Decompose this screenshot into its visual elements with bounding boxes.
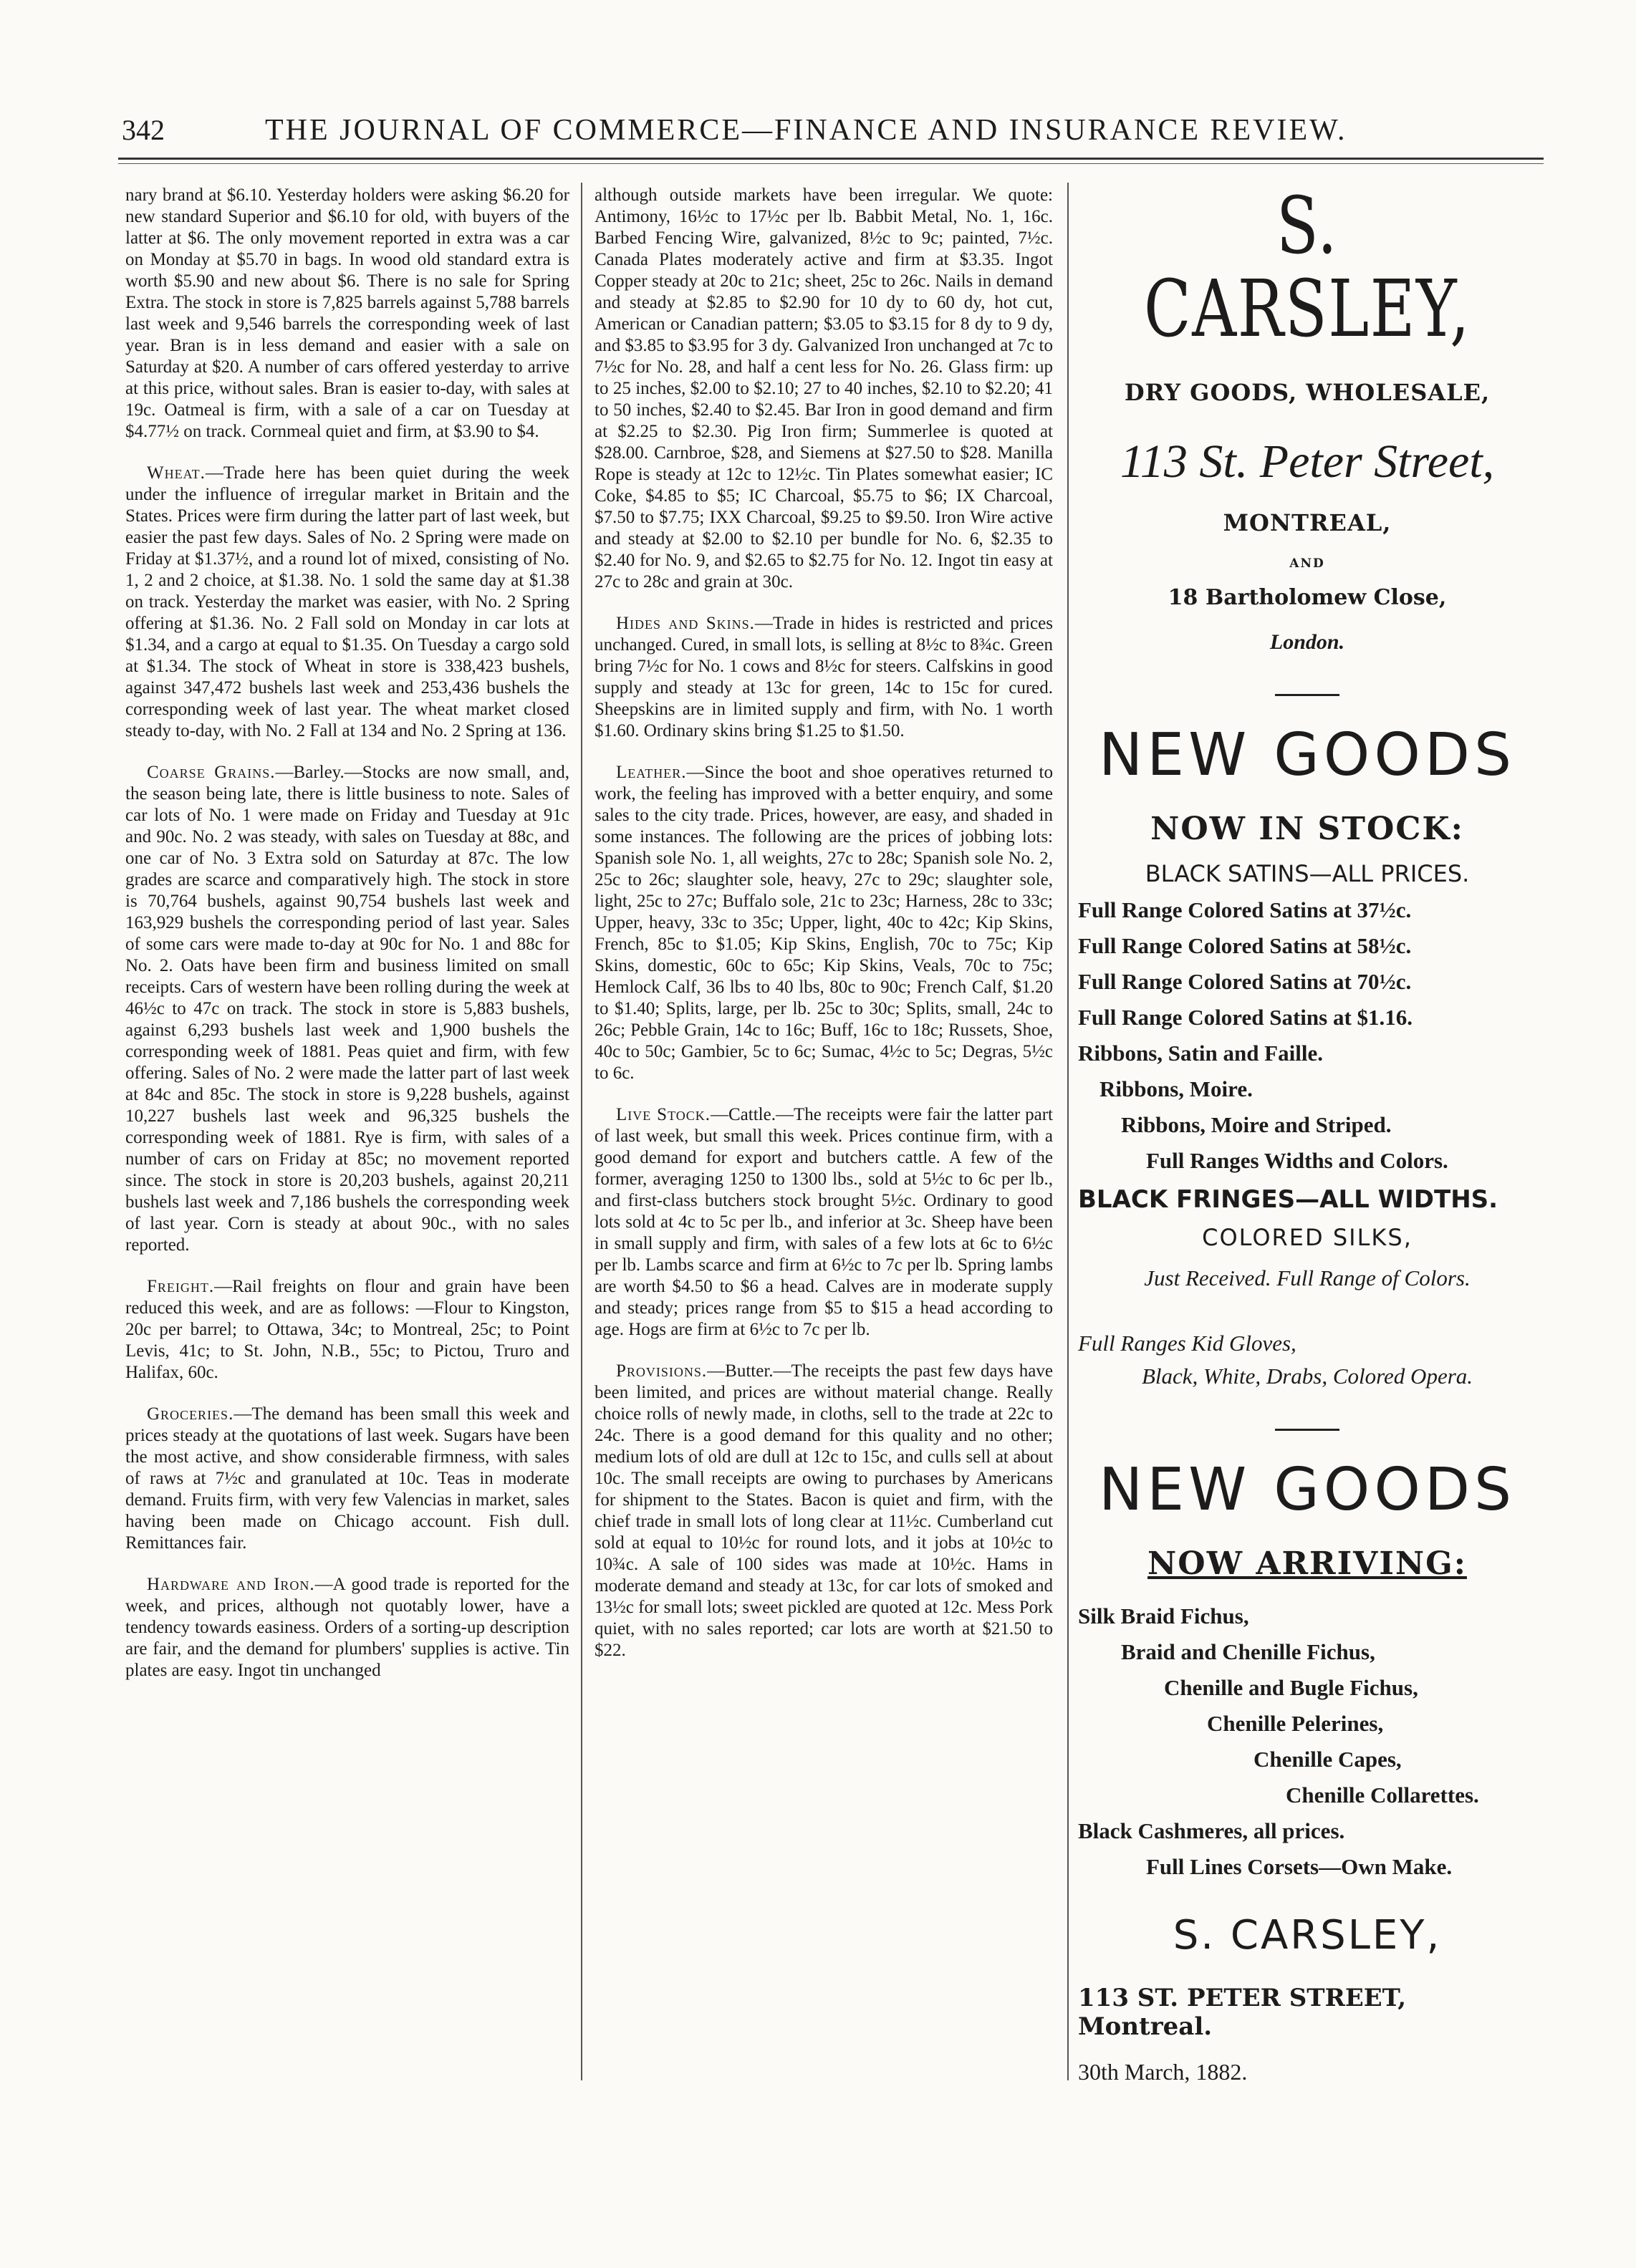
grains-paragraph <box>125 762 569 1256</box>
freight-heading: Freight. <box>147 1277 215 1296</box>
gloves-colors-line: Black, White, Drabs, Colored Opera. <box>1141 1364 1473 1389</box>
groceries-paragraph <box>125 1404 569 1554</box>
footer-advertiser-name: S. CARSLEY, <box>1173 1912 1442 1959</box>
hardware-text: —A good trade is reported for the week, and prices, although not quotably lower, have a tendency towards easiness. Orders of a sorting-up description are fair, and the demand for plumbers' supplies is active. Tin plates are easy. Ingot tin unchanged <box>125 1575 569 1680</box>
arriving-item: Chenille and Bugle Fichus, <box>1164 1675 1418 1700</box>
provisions-heading: Provisions. <box>616 1361 708 1381</box>
page-number: 342 <box>122 114 165 146</box>
black-satins-line: BLACK SATINS—ALL PRICES. <box>1145 860 1470 887</box>
flour-paragraph: nary brand at $6.10. Yesterday holders were asking $6.20 for new standard Superior and $6.10 for old, with buyers of the latter at $6. The only movement reported in extra was a car on Monday at $5.70 in bags. In wood old standard extra is worth $5.90 and new about $6. There is no sale for Spring Extra. The stock in store is 7,825 barrels against 5,788 barrels last week and 9,546 barrels the corresponding week of last year. Bran is in less demand and easier with a sale on Saturday at $20. A number of cars offered yesterday to arrive at this price, without sales. Bran is easier to-day, with sales at 19c. Oatmeal is firm, with a sale of a car on Tuesday at $4.77½ on track. Cornmeal quiet and firm, at $3.90 to $4. <box>125 185 569 441</box>
new-goods-heading: NEW GOODS <box>1098 1456 1516 1524</box>
metals-paragraph: although outside markets have been irregular. We quote: Antimony, 16½c to 17½c per lb. Babbit Metal, No. 1, 16c. Barbed Fencing Wire, galvanized, 8½c to 9c; painted, 7½c. Canada Plates moderately active and firm at $3.35. Ingot Copper steady at 20c to 21c; sheet, 25c to 26c. Nails in demand and steady at $2.85 to $2.90 for 10 dy to 60 dy, hot cut, American or Canadian pattern; $3.05 to $3.15 for 8 dy to 9 dy, and $3.85 to $3.95 for 3 dy. Galvanized Iron unchanged at 7c to 7½c for No. 28, and half a cent less for No. 26. Glass firm: up to 25 inches, $2.00 to $2.10; 27 to 40 inches, $2.10 to $2.20; 41 to 50 inches, $2.40 to $2.45. Bar Iron in good demand and firm at $2.25 to $2.30. Pig Iron firm; Summerlee is quoted at $28.00. Carnbroe, $28, and Siemens at $27.50 to $28. Manilla Rope is steady at 12c to 12½c. Tin Plates somewhat easier; IC Coke, $4.85 to $5; IC Charcoal, $5.75 to $6; IX Charcoal, $7.50 to $7.75; IXX Charcoal, $9.25 to $9.50. Iron Wire active and steady at $2.00 to $2.10 per bundle for No. 6, $2.35 to $2.40 for No. 9, and $2.65 to $2.75 for No. 12. Ingot tin easy at 27c to 28c and grain at 30c. <box>595 185 1053 592</box>
provisions-paragraph <box>595 1361 1053 1661</box>
hides-heading: Hides and Skins. <box>616 614 755 633</box>
provisions-text: —Butter.—The receipts the past few days have been limited, and prices are without material change. Really choice rolls of newly made, in cloths, sell to the trade at 22c to 24c. There is a good demand for this quality and no other; medium lots of old are dull at 12c to 15c, and culls sell at about 10c. The small receipts are owing to purchases by Americans for shipment to the States. Bacon is quiet and firm, with the chief trade in small lots of long clear at 11½c. Cumberland cut sold at equal to 10½c for round lots, and it jobs at 10½c to 10¾c. A sale of 100 sides was made at 10½c. Hams in moderate demand and steady at 13c, for car lots of smoked and 13½c for small lots; sweet pickled are quoted at 12c. Mess Pork quiet, with no sales reported; car lots are worth at $21.50 to $22. <box>595 1361 1053 1660</box>
leather-heading: Leather. <box>616 763 687 782</box>
journal-title: THE JOURNAL OF COMMERCE—FINANCE AND INSURANCE REVIEW. <box>265 114 1347 147</box>
satin-line: Full Range Colored Satins at 70½c. <box>1078 969 1412 994</box>
gloves-line: Full Ranges Kid Gloves, <box>1078 1331 1296 1356</box>
london-city: London. <box>1269 630 1345 654</box>
ad-date: 30th March, 1882. <box>1078 2059 1248 2085</box>
arriving-item: Chenille Pelerines, <box>1207 1711 1384 1736</box>
arriving-heading: NOW ARRIVING: <box>1147 1545 1467 1582</box>
arriving-item: Black Cashmeres, all prices. <box>1078 1818 1345 1843</box>
arriving-item: Chenille Capes, <box>1254 1747 1402 1772</box>
fringes-line: BLACK FRINGES—ALL WIDTHS. <box>1078 1185 1498 1214</box>
livestock-heading: Live Stock. <box>616 1105 711 1124</box>
wheat-text: —Trade here has been quiet during the week under the influence of irregular market in Britain and the States. Prices were firm during the latter part of last week, but easier the past few days. Sales of No. 2 Spring were made on Friday at $1.37½, and a round lot of mixed, consisting of No. 1, 2 and 2 choice, at $1.38. No. 1 sold the same day at $1.38 on track. Yesterday the market was easier, with No. 2 Spring offering at $1.36. No. 2 Fall sold on Monday in car lots at $1.34, and a cargo at equal to $1.35. On Tuesday a cargo sold at $1.34. The stock of Wheat in store is 338,423 bushels, against 347,472 bushels last week and 253,436 bushels the corresponding week of last year. The wheat market closed steady to-day, with No. 2 Fall at 134 and No. 2 Spring at 136. <box>125 463 569 740</box>
grains-heading: Coarse Grains. <box>147 763 276 782</box>
hides-paragraph <box>595 613 1053 742</box>
hardware-paragraph <box>125 1574 569 1681</box>
satin-line: Full Range Colored Satins at $1.16. <box>1078 1005 1413 1030</box>
business-type: DRY GOODS, WHOLESALE, <box>1124 379 1491 406</box>
column-divider <box>1067 183 1069 2080</box>
london-address: 18 Bartholomew Close, <box>1168 585 1447 610</box>
arriving-item: Chenille Collarettes. <box>1286 1782 1479 1808</box>
ranges-line: Full Ranges Widths and Colors. <box>1146 1148 1448 1173</box>
page-header <box>122 113 1526 156</box>
arriving-item: Braid and Chenille Fichus, <box>1121 1639 1375 1664</box>
section-rule <box>1275 694 1339 696</box>
wheat-heading: Wheat. <box>147 463 206 483</box>
section-rule <box>1275 1429 1339 1431</box>
arriving-item: Silk Braid Fichus, <box>1078 1603 1249 1628</box>
footer-address: 113 ST. PETER STREET, Montreal. <box>1078 1984 1407 2041</box>
article-column-1 <box>125 185 569 2075</box>
groceries-text: —The demand has been small this week and prices steady at the quotations of last week. Sugars have been the most active, and show considerable firmness, with sales of raws at 7½c and granulated at 10c. Teas in moderate demand. Fruits firm, with very few Valencias in market, sales having been made on Chicago account. Fish dull. Remittances fair. <box>125 1404 569 1553</box>
column-divider <box>581 183 582 2080</box>
street-address: 113 St. Peter Street, <box>1120 435 1495 488</box>
carsley-advertisement <box>1078 180 1536 2090</box>
and-separator: AND <box>1289 556 1325 571</box>
silks-line: COLORED SILKS, <box>1202 1224 1413 1251</box>
freight-paragraph <box>125 1276 569 1384</box>
header-rule-thin <box>118 163 1544 164</box>
advertiser-name: S. CARSLEY, <box>1144 180 1471 354</box>
arriving-item: Full Lines Corsets—Own Make. <box>1146 1854 1453 1879</box>
hides-text: —Trade in hides is restricted and prices unchanged. Cured, in small lots, is selling at 8½c to 8¾c. Green bring 7½c for No. 1 cows and 8½c for steers. Calfskins in good supply and steady at 13c for green, 14c to 15c for cured. Sheepskins are in limited supply and firm, with No. 1 worth $1.60. Ordinary skins bring $1.25 to $1.50. <box>595 614 1053 740</box>
freight-text: —Rail freights on flour and grain have been reduced this week, and are as follows: —Flour to Kingston, 20c per barrel; to Ottawa, 34c; to Montreal, 25c; to Point Levis, 41c; to St. John, N.B., 55c; to Pictou, Truro and Halifax, 60c. <box>125 1277 569 1382</box>
ribbons-line: Ribbons, Moire and Striped. <box>1121 1112 1392 1137</box>
ribbons-line: Ribbons, Moire. <box>1100 1076 1253 1101</box>
city: MONTREAL, <box>1223 509 1392 536</box>
leather-text: —Since the boot and shoe operatives returned to work, the feeling has improved with a better enquiry, and some sales to the city trade. Prices, however, are easy, and shaded in some instances. The following are the prices of jobbing lots: Spanish sole No. 1, all weights, 27c to 28c; Spanish sole No. 2, 25c to 26c; slaughter sole, heavy, 27c to 29c; slaughter sole, light, 25c to 27c; Buffalo sole, 21c to 23c; Harness, 28c to 33c; Upper, heavy, 33c to 35c; Upper, light, 40c to 42c; Kip Skins, French, 85c to $1.05; Kip Skins, English, 70c to 75c; Kip Skins, domestic, 60c to 65c; Kip Skins, Veals, 70c to 75c; Hemlock Calf, 36 lbs to 40 lbs, 80c to 90c; French Calf, $1.20 to $1.40; Splits, large, per lb. 25c to 30c; Splits, small, 24c to 26c; Pebble Grain, 14c to 16c; Buff, 16c to 18c; Russets, Shoe, 40c to 50c; Gambier, 5c to 6c; Sumac, 4½c to 5c; Degras, 5½c to 6c. <box>595 763 1053 1083</box>
ribbons-line: Ribbons, Satin and Faille. <box>1078 1041 1323 1066</box>
leather-paragraph <box>595 762 1053 1084</box>
livestock-paragraph <box>595 1104 1053 1341</box>
hardware-heading: Hardware and Iron. <box>147 1575 315 1594</box>
groceries-heading: Groceries. <box>147 1404 234 1424</box>
grains-text: —Barley.—Stocks are now small, and, the season being late, there is little business to note. Sales of car lots of No. 1 were made on Friday and Tuesday at 91c and 90c. No. 2 was steady, with sales on Tuesday at 88c, and one car of No. 3 Extra sold on Saturday at 87c. The low grades are scarce and comparatively high. The stock in store is 70,764 bushels, against 90,754 bushels last week and 163,929 bushels the corresponding period of last year. Sales of some cars were made to-day at 90c for No. 1 and 88c for No. 2. Oats have been firm and business limited on small receipts. Cars of western have been rolling during the week at 46½c to 47c on track. The stock in store is 5,883 bushels, against 6,293 bushels last week and 1,900 bushels the corresponding week of 1881. Peas quiet and firm, with few offering. Sales of No. 2 were made the latter part of last week at 84c and 85c. The stock in store is 9,228 bushels, against 10,227 bushels last week and 96,325 bushels the corresponding week of 1881. Rye is firm, with sales of a number of cars on Friday at 85c; no movement reported since. The stock in store is 20,203 bushels, against 20,211 bushels last week and 7,186 bushels the corresponding week of last year. Corn is steady at about 90c., with no sales reported. <box>125 763 569 1255</box>
in-stock-heading: NOW IN STOCK: <box>1150 811 1464 847</box>
livestock-text: —Cattle.—The receipts were fair the latter part of last week, but small this week. Prices continue firm, with a good demand for export and butchers cattle. A few of the former, averaging 1250 to 1300 lbs., sold at 5½c to 6c per lb., and first-class butchers stock brought 5½c. Ordinary to good lots sold at 4c to 5c per lb., and inferior at 3c. Sheep have been in small supply and firm, with sales of a few lots at 6c to 6½c per lb. Lambs scarce and firm at 6½c to 7c per lb. Spring lambs are worth $4.50 to $6 a head. Calves are in moderate supply and steady; prices range from $5 to $15 a head according to age. Hogs are firm at 6½c to 7c per lb. <box>595 1105 1053 1339</box>
wheat-paragraph <box>125 463 569 742</box>
satin-line: Full Range Colored Satins at 58½c. <box>1078 933 1412 958</box>
header-rule <box>118 158 1544 160</box>
new-goods-heading: NEW GOODS <box>1098 721 1516 789</box>
article-column-2 <box>595 185 1053 2075</box>
just-received-line: Just Received. Full Range of Colors. <box>1144 1265 1471 1290</box>
satin-line: Full Range Colored Satins at 37½c. <box>1078 897 1412 922</box>
